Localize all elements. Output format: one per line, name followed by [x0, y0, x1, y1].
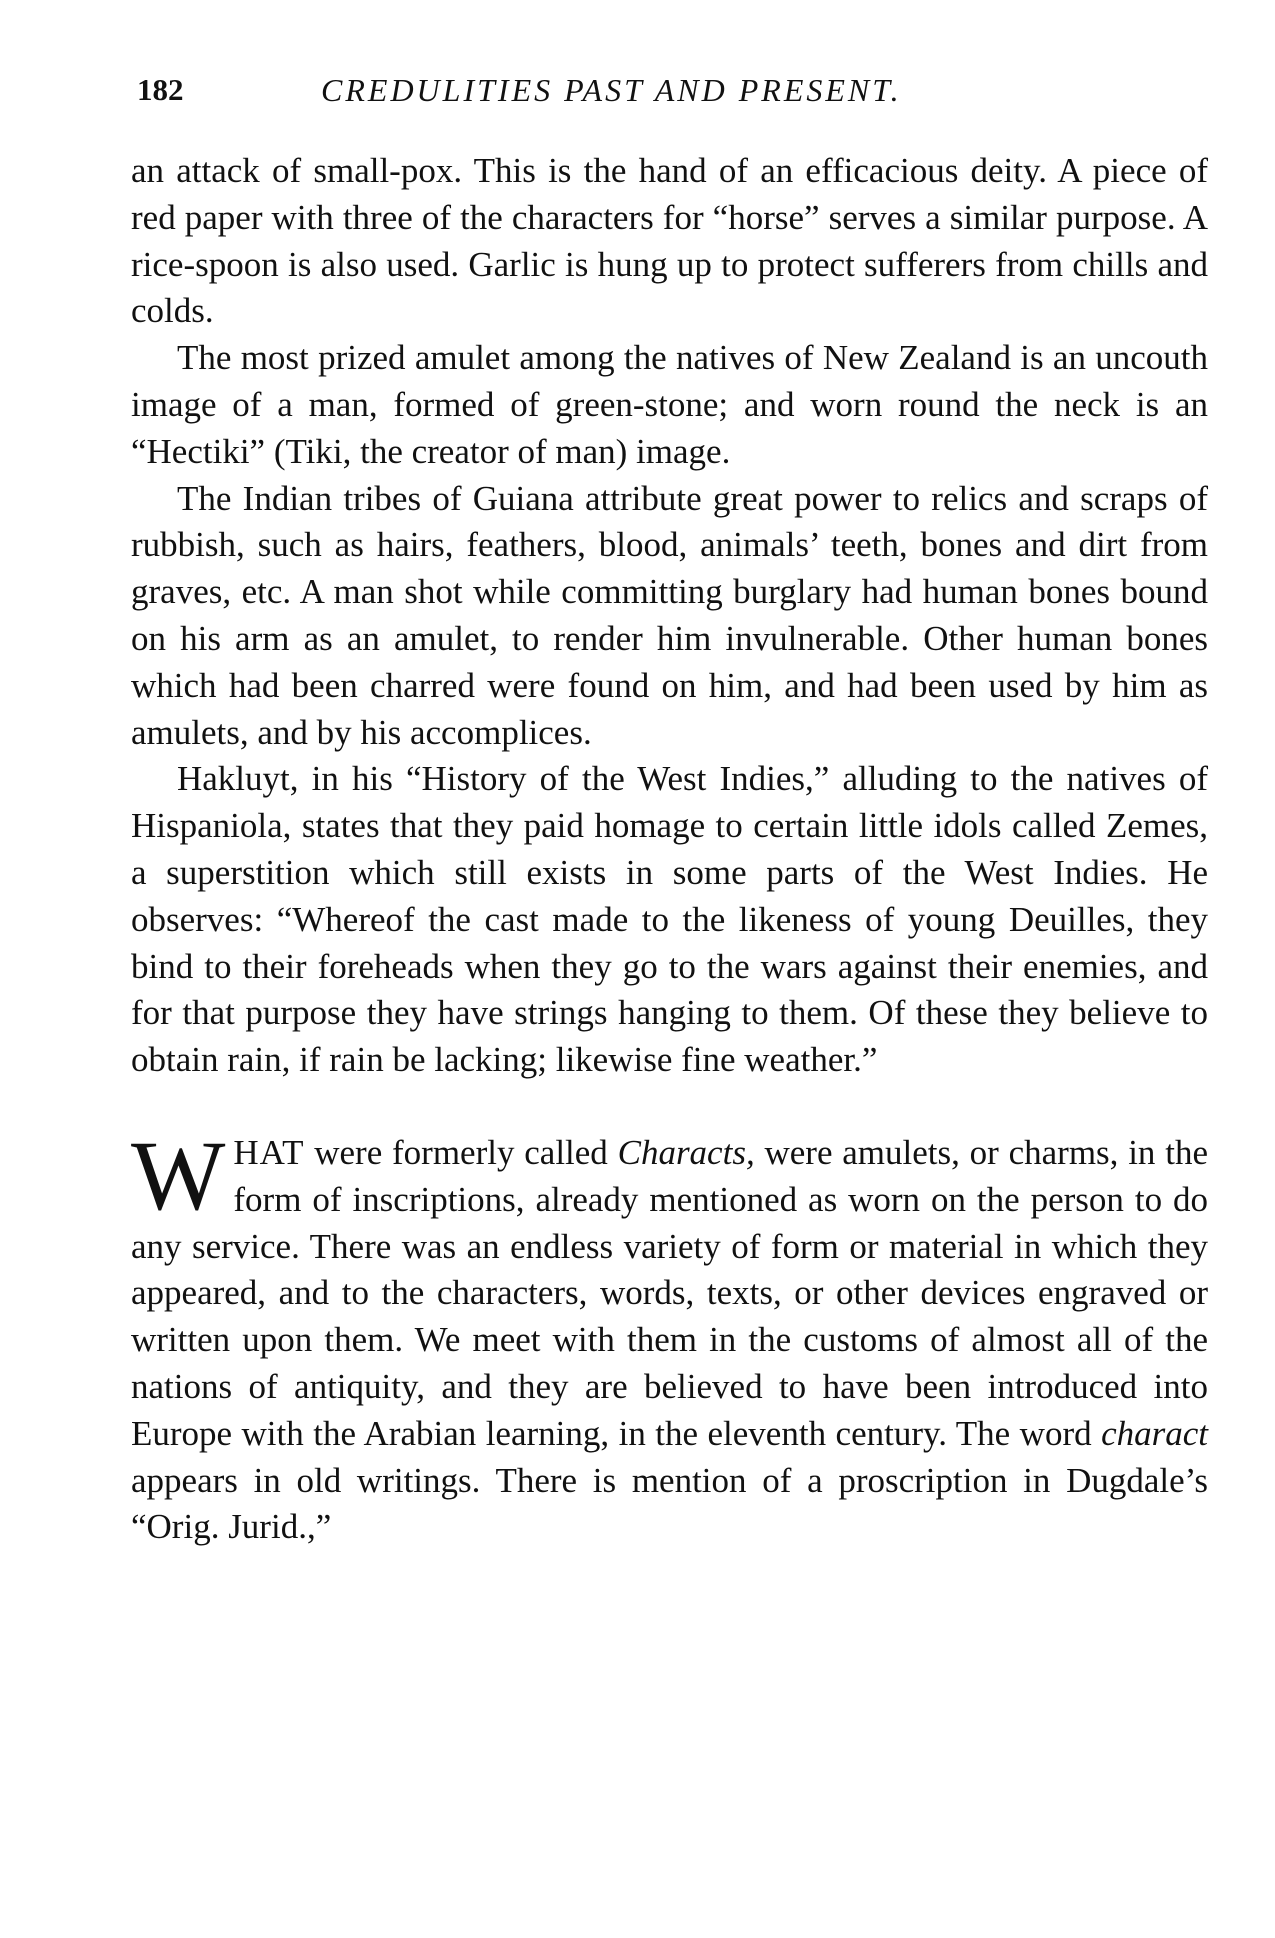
section-opening-caps: HAT	[233, 1132, 305, 1172]
paragraph-guiana-relics: The Indian tribes of Guiana attribute great power to relics and scraps of rubbish, such as hairs, feathers, blood, animals’ teeth, bones and dirt from graves, etc. A man shot while committing burglary had human bones bound on his arm as an amulet, to render him invulnerable. Other human bones which had been charred were found on him, and had been used by him as amulets, and by his accomplices.	[131, 478, 1208, 752]
paragraph-smallpox-remedies: an attack of small-pox. This is the hand of an efficacious deity. A piece of red paper with three of the characters for “horse” serves a similar purpose. A rice-spoon is also used. Garlic is hung up to protect sufferers from chills and colds.	[131, 151, 1208, 331]
paragraph-hakluyt-zemes: Hakluyt, in his “History of the West Indies,” alluding to the natives of Hispaniola, states that they paid homage to certain little idols called Zemes, a superstition which still exists in some parts of the West Indies. He observes: “Whereof the cast made to the likeness of young Deuilles, they bind to their foreheads when they go to the wars against their enemies, and for that purpose they have strings hanging to them. Of these they believe to obtain rain, if rain be lacking; likewise fine weather.”	[131, 759, 1208, 1080]
page-header	[131, 72, 1208, 124]
page-number: 182	[137, 72, 184, 107]
paragraph-new-zealand-amulet: The most prized amulet among the natives of New Zealand is an uncouth image of a man, formed of green-stone; and worn round the neck is an “Hectiki” (Tiki, the creator of man) image.	[131, 338, 1208, 471]
text-run: appears in old writings. There is mention of a proscription in Dugdale’s “Orig. Jurid.,”	[131, 1460, 1208, 1547]
drop-cap-letter: W	[131, 1119, 226, 1231]
paragraph-characts	[131, 1119, 1208, 1551]
text-run: were formerly called	[304, 1132, 618, 1172]
text-run: were amulets, or charms, in the form of inscriptions, already mentioned as worn on the person to do any service. There was an endless variety of form or material in which they appeared, and to the characters, words, texts, or other devices engraved or written upon them. We meet with them in the customs of almost all of the nations of antiquity, and they are believed to have been introduced into Europe with the Arabian learning, in the eleventh century. The word	[131, 1132, 1208, 1453]
book-page	[131, 72, 1208, 1551]
italic-term-characts: Characts,	[617, 1132, 755, 1172]
italic-term-charact: charact	[1101, 1413, 1208, 1453]
running-title: CREDULITIES PAST AND PRESENT.	[321, 72, 902, 108]
